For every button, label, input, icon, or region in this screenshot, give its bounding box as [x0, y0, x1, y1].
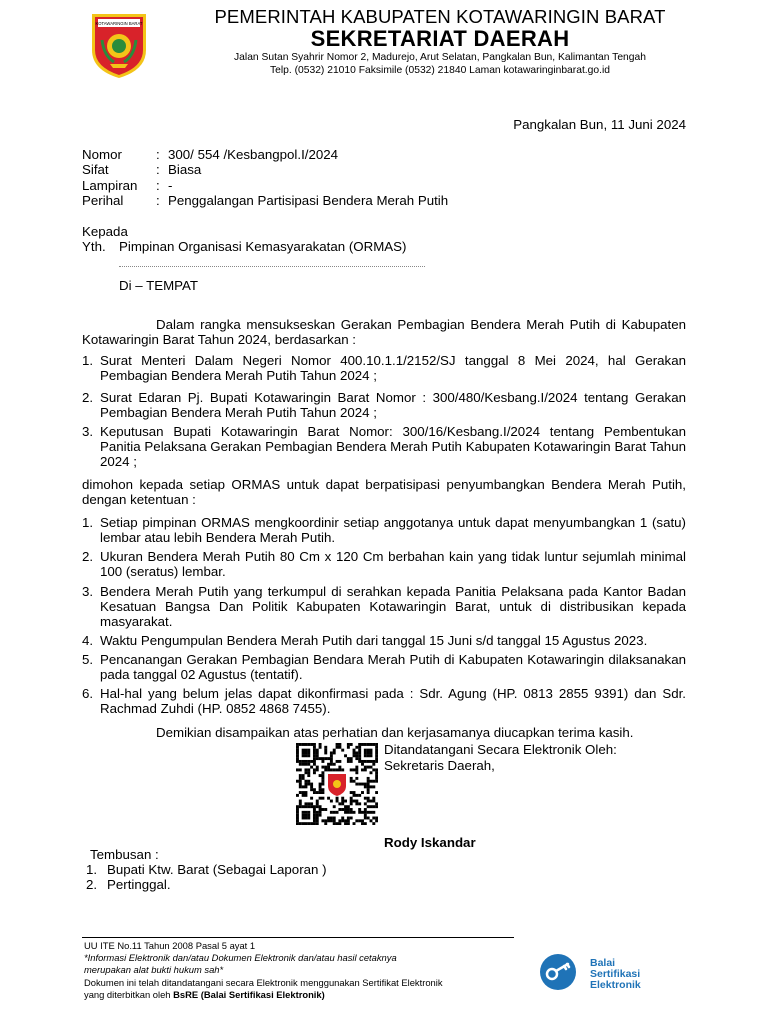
cc-item-number: 2.: [86, 877, 98, 892]
closing-sentence: Demikian disampaikan atas perhatian dan kerjasamanya diucapkan terima kasih.: [156, 725, 634, 740]
address-line: Jalan Sutan Syahrir Nomor 2, Madurejo, Arut Selatan, Pangkalan Bun, Kalimantan Tengah: [234, 52, 646, 63]
office-name: SEKRETARIAT DAERAH: [310, 26, 570, 51]
list-item: [82, 515, 686, 545]
bsre-label: Elektronik: [590, 979, 641, 991]
list-item: [82, 390, 686, 420]
intro-paragraph: Dalam rangka mensukseskan Gerakan Pembagian Bendera Merah Putih di Kabupaten Kotawaringin Barat Tahun 2024, berdasarkan :: [82, 317, 686, 347]
footer-divider: [82, 937, 514, 938]
list-number: 2.: [82, 390, 94, 405]
list-text: Keputusan Bupati Kotawaringin Barat Nomor: 300/16/Kesbang.I/2024 tentang Pembentukan Panitia Pelaksana Gerakan Pembagian Bendera Merah Putih Kabupaten Kotawaringin Barat Tahun 2024 ;: [100, 424, 686, 469]
cc-item-number: 1.: [86, 862, 98, 877]
list-number: 4.: [82, 633, 94, 648]
bsre-label: Balai: [590, 957, 616, 969]
meta-key-lampiran: Lampiran: [82, 178, 138, 193]
list-number: 2.: [82, 549, 94, 564]
list-number: 1.: [82, 515, 94, 530]
government-name: PEMERINTAH KABUPATEN KOTAWARINGIN BARAT: [214, 6, 666, 27]
list-text: Pencanangan Gerakan Pembagian Bendara Merah Putih di Kabupaten Kotawaringin dilaksanakan pada tanggal 02 Agustus (tentatif).: [100, 652, 686, 682]
meta-colon: :: [156, 147, 160, 162]
cc-item: Bupati Ktw. Barat (Sebagai Laporan ): [107, 862, 327, 877]
recipient-kepada: Kepada: [82, 224, 128, 239]
signatory-title: Sekretaris Daerah,: [384, 758, 495, 773]
cc-item: Pertinggal.: [107, 877, 171, 892]
list-text: Ukuran Bendera Merah Putih 80 Cm x 120 Cm berbahan kain yang tidak luntur sejumlah minimal 100 (seratus) lembar.: [100, 549, 686, 579]
list-text: Hal-hal yang belum jelas dapat dikonfirmasi pada : Sdr. Agung (HP. 0813 2855 9391) dan Sdr. Rachmad Zuhdi (HP. 0852 4868 7455).: [100, 686, 686, 716]
list-item: [82, 353, 686, 383]
meta-colon: :: [156, 193, 160, 208]
list-text: Bendera Merah Putih yang terkumpul di serahkan kepada Panitia Pelaksana pada Kantor Badan Kesatuan Bangsa Dan Politik Kabupaten Kotawaringin Barat, untuk di distribusikan kepada masyarakat.: [100, 584, 686, 629]
list-number: 1.: [82, 353, 94, 368]
meta-colon: :: [156, 162, 160, 177]
meta-key-sifat: Sifat: [82, 162, 109, 177]
footer-note-prefix: yang diterbitkan oleh: [84, 989, 174, 1000]
meta-colon: :: [156, 178, 160, 193]
recipient-name: Pimpinan Organisasi Kemasyarakatan (ORMAS): [119, 239, 407, 254]
list-item: [82, 584, 686, 629]
bsre-logo-icon: [536, 952, 584, 992]
list-item: [82, 424, 686, 469]
recipient-place: Di – TEMPAT: [119, 278, 199, 293]
meta-key-perihal: Perihal: [82, 193, 124, 208]
footer-law: UU ITE No.11 Tahun 2008 Pasal 5 ayat 1: [84, 940, 256, 951]
recipient-yth: Yth.: [82, 239, 106, 254]
regency-emblem-logo: [88, 10, 150, 80]
footer-bsre-name: BsRE (Balai Sertifikasi Elektronik): [173, 989, 325, 1000]
list-item: [82, 686, 686, 716]
cc-title: Tembusan :: [90, 847, 159, 862]
list-number: 3.: [82, 584, 94, 599]
list-text: Setiap pimpinan ORMAS mengkoordinir setiap anggotanya untuk dapat menyumbangkan 1 (satu) lembar atau lebih Bendera Merah Putih.: [100, 515, 686, 545]
meta-value-lampiran: -: [168, 178, 173, 193]
qr-code-image: [296, 743, 378, 825]
signature-statement: Ditandatangani Secara Elektronik Oleh:: [384, 742, 617, 757]
request-paragraph: dimohon kepada setiap ORMAS untuk dapat berpatisipasi penyumbangkan Bendera Merah Putih, dengan ketentuan :: [82, 477, 686, 507]
meta-value-perihal: Penggalangan Partisipasi Bendera Merah Putih: [168, 193, 449, 208]
list-number: 6.: [82, 686, 94, 701]
list-number: 5.: [82, 652, 94, 667]
footer-note: [84, 989, 325, 1001]
signatory-name: Rody Iskandar: [384, 835, 476, 850]
list-text: Surat Edaran Pj. Bupati Kotawaringin Barat Nomor : 300/480/Kesbang.I/2024 tentang Gerakan Pembagian Bendera Merah Putih Tahun 2024 ;: [100, 390, 686, 420]
meta-key-nomor: Nomor: [82, 147, 122, 162]
bsre-label: Sertifikasi: [590, 968, 641, 980]
footer-note: merupakan alat bukti hukum sah*: [84, 964, 224, 975]
list-number: 3.: [82, 424, 94, 439]
meta-value-sifat: Biasa: [168, 162, 202, 177]
letter-date: Pangkalan Bun, 11 Juni 2024: [513, 117, 686, 132]
contact-line: Telp. (0532) 21010 Faksimile (0532) 21840 Laman kotawaringinbarat.go.id: [269, 65, 610, 76]
list-text: Waktu Pengumpulan Bendera Merah Putih dari tanggal 15 Juni s/d tanggal 15 Agustus 2023.: [100, 633, 648, 648]
list-item: [82, 633, 686, 648]
meta-value-nomor: 300/ 554 /Kesbangpol.I/2024: [168, 147, 339, 162]
list-item: [82, 652, 686, 682]
dotted-divider: [119, 266, 425, 267]
list-text: Surat Menteri Dalam Negeri Nomor 400.10.1.1/2152/SJ tanggal 8 Mei 2024, hal Gerakan Pembagian Bendera Merah Putih Tahun 2024 ;: [100, 353, 686, 383]
footer-note: *Informasi Elektronik dan/atau Dokumen Elektronik dan/atau hasil cetaknya: [84, 952, 397, 963]
qr-center-emblem: [325, 772, 349, 796]
list-item: [82, 549, 686, 579]
logo-caption: KOTAWARINGIN BARAT: [95, 21, 143, 26]
footer-note: Dokumen ini telah ditandatangani secara Elektronik menggunakan Sertifikat Elektronik: [84, 977, 443, 988]
